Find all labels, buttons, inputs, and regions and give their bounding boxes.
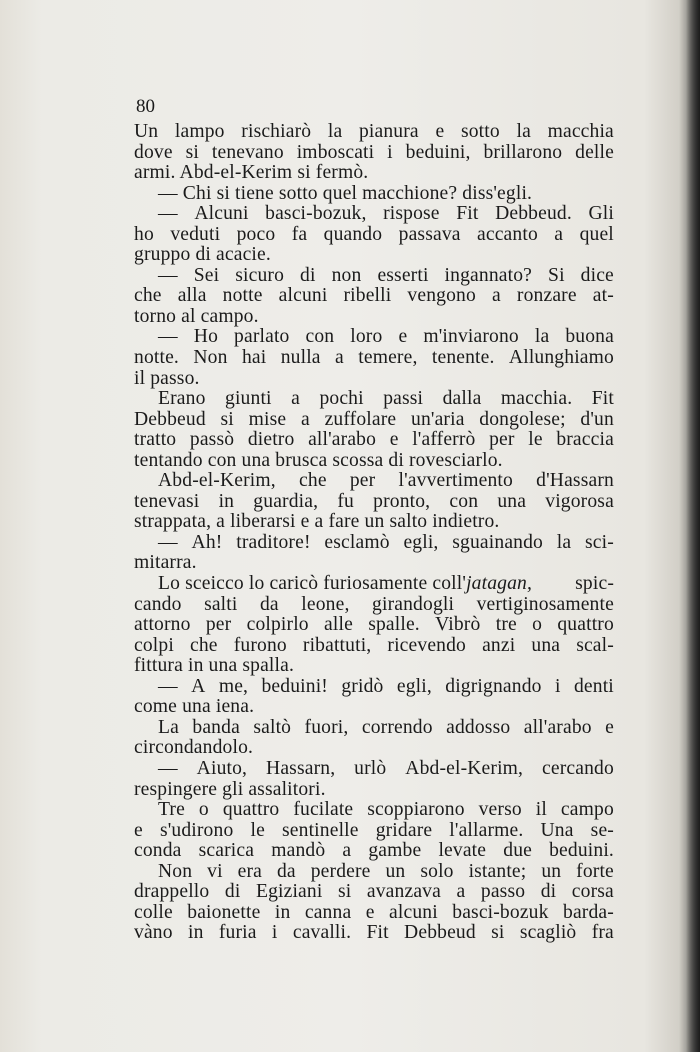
word: le (528, 429, 543, 451)
word: d'un (580, 408, 614, 430)
word: tenevano (211, 141, 284, 163)
word: esserti (377, 264, 429, 286)
text-segment: strappata, a liberarsi e a fare un salto indietro. (134, 511, 500, 533)
word: e (389, 429, 399, 451)
word: quando (323, 223, 383, 245)
word: parlato (234, 326, 290, 348)
word: — (158, 757, 178, 779)
word: levate (438, 840, 487, 862)
word: alcuni (389, 901, 438, 923)
word: scal- (576, 634, 614, 656)
word: avanzava (366, 881, 441, 903)
text-segment: gruppo di acacie. (134, 244, 271, 266)
word: Tre (158, 799, 185, 821)
word: conda (134, 840, 182, 862)
word: imboscati (296, 141, 375, 163)
word: sguainando (452, 531, 544, 553)
word: dice (580, 264, 614, 286)
word: si (337, 881, 352, 903)
text-line (134, 738, 614, 759)
word: Abd-el-Kerim, (158, 470, 276, 492)
text-line (134, 574, 614, 595)
word: leone, (301, 593, 350, 615)
word: una (531, 634, 561, 656)
word: corsa (571, 881, 614, 903)
word: notte. (134, 347, 179, 369)
text-line (134, 512, 614, 533)
word: passi (383, 388, 424, 410)
word: anzi (482, 634, 516, 656)
word: d'Hassarn (536, 470, 614, 492)
word: notte (222, 285, 263, 307)
word: girandogli (372, 593, 455, 615)
word: la (516, 121, 531, 142)
word: non (331, 264, 362, 286)
word: macchia (547, 121, 614, 142)
word: scarica (198, 840, 255, 862)
text-segment: tentando con una brusca scossa di rovesciarlo. (134, 449, 503, 471)
text-segment: come una iena. (134, 696, 255, 718)
word: canna (304, 901, 352, 923)
text-segment: armi. Abd-el-Kerim si fermò. (134, 162, 369, 184)
word: Gli (588, 203, 614, 225)
word: rispose (383, 203, 440, 225)
word: giunti (225, 388, 272, 410)
word: a (300, 408, 310, 430)
word: si (491, 922, 505, 944)
text-line (134, 327, 614, 348)
word: in (218, 490, 235, 512)
word: mandò (271, 840, 326, 862)
word: Erano (158, 388, 206, 410)
text-segment: spic- (570, 573, 614, 595)
word: Aiuto, (196, 757, 248, 779)
text-line (134, 780, 614, 801)
word: di (300, 264, 316, 286)
word: sentinelle (282, 819, 359, 841)
word: i (554, 675, 561, 697)
word: basci-bozuk (452, 901, 549, 923)
word: ribelli (343, 285, 392, 307)
word: Sei (193, 264, 220, 286)
text-line (134, 656, 614, 677)
word: salti (204, 593, 238, 615)
word: la (327, 121, 343, 142)
word: se- (590, 819, 614, 841)
text-line (134, 553, 614, 574)
word: alcuni (278, 285, 328, 307)
word: hai (241, 347, 267, 369)
word: a (335, 347, 344, 369)
word: per (489, 429, 515, 451)
word: gambe (368, 840, 422, 862)
word: attorno (134, 614, 191, 636)
text-line (134, 862, 614, 883)
word: Allunghiamo (508, 347, 614, 369)
word: di (540, 881, 557, 903)
word: gridò (341, 675, 384, 697)
word: cando (134, 593, 182, 615)
word: passo (480, 881, 526, 903)
word: Abd-el-Kerim, (405, 757, 524, 779)
text-line (134, 533, 614, 554)
text-line (134, 882, 614, 903)
word: me, (218, 675, 249, 697)
word: cercando (542, 757, 614, 779)
text-line (134, 615, 614, 636)
word: beduini, (405, 141, 471, 163)
word: sci- (585, 531, 614, 553)
text-line (134, 184, 614, 205)
word: scoppiarono (367, 799, 465, 821)
text-line (134, 225, 614, 246)
text-segment: fittura in una spalla. (134, 655, 295, 677)
word: cavalli. (292, 922, 352, 944)
word: e (398, 326, 408, 348)
word: brillarono (483, 141, 563, 163)
text-line (134, 492, 614, 513)
text-line (134, 410, 614, 431)
text-line (134, 430, 614, 451)
word: vigorosa (545, 490, 614, 512)
word: nulla (280, 347, 321, 369)
word: si (220, 408, 234, 430)
word: Un (134, 121, 159, 142)
word: vàno (134, 922, 173, 944)
text-line (134, 369, 614, 390)
word: tre (495, 614, 517, 636)
word: un'aria (411, 408, 465, 430)
word: Fit (456, 203, 479, 225)
word: ho (134, 223, 154, 245)
word: per (349, 470, 376, 492)
word: passò (189, 429, 235, 451)
word: all'arabo (523, 716, 592, 738)
word: pochi (319, 388, 364, 410)
word: ricevendo (387, 634, 467, 656)
word: addosso (446, 716, 511, 738)
word: una (497, 490, 527, 512)
word: Debbeud (134, 408, 206, 430)
word: le (250, 819, 265, 841)
word: tratto (134, 429, 177, 451)
word: a (342, 840, 352, 862)
text-line (134, 451, 614, 472)
word: zuffolare (324, 408, 397, 430)
word: temere, (358, 347, 418, 369)
word: veduti (170, 223, 221, 245)
word: che (299, 470, 327, 492)
word: — (158, 326, 178, 348)
text-line (134, 122, 614, 143)
text-group (158, 574, 532, 595)
word: urlò (354, 757, 387, 779)
word: delle (575, 141, 614, 163)
word: Hassarn, (266, 757, 336, 779)
word: due (503, 840, 532, 862)
word: in (274, 901, 291, 923)
word: fra (591, 922, 614, 944)
text-line (134, 759, 614, 780)
word: accanto (477, 223, 538, 245)
text-segment: circondandolo. (134, 737, 254, 759)
word: loro (350, 326, 383, 348)
word: drappello (134, 881, 210, 903)
word: fucilate (293, 799, 354, 821)
text-line (134, 348, 614, 369)
word: un (385, 860, 406, 882)
word: vengono (407, 285, 476, 307)
italic-word: jatagan, (466, 573, 533, 595)
word: passava (398, 223, 461, 245)
word: Non (193, 347, 228, 369)
word: Egiziani (255, 881, 323, 903)
word: colle (134, 901, 173, 923)
word: pronto, (373, 490, 431, 512)
word: che (190, 634, 218, 656)
text-line (134, 595, 614, 616)
text-line (134, 821, 614, 842)
word: banda (192, 716, 240, 738)
word: a (492, 285, 501, 307)
word: per (205, 614, 232, 636)
word: l'allarme. (449, 819, 524, 841)
word: Non (158, 860, 193, 882)
word: ingannato? (444, 264, 533, 286)
word: l'afferrò (412, 429, 476, 451)
text-segment: — Chi si tiene sotto quel macchione? diss'egli. (158, 182, 533, 204)
word: ronzare (516, 285, 577, 307)
word: fu (337, 490, 354, 512)
word: A (191, 675, 206, 697)
word: la (556, 531, 572, 553)
word: quattro (557, 614, 614, 636)
word: digrignando (445, 675, 542, 697)
word: macchia. (500, 388, 573, 410)
word: o (198, 799, 209, 821)
word: a (456, 881, 466, 903)
word: l'avvertimento (398, 470, 513, 492)
word: alla (177, 285, 207, 307)
word: campo (560, 799, 614, 821)
word: Vibrò (435, 614, 481, 636)
word: barda- (563, 901, 614, 923)
word: quattro (222, 799, 280, 821)
word: Ah! (191, 531, 223, 553)
word: ribattuti, (302, 634, 372, 656)
word: Alcuni (194, 203, 249, 225)
word: il (535, 799, 547, 821)
word: fa (291, 223, 308, 245)
word: in (188, 922, 204, 944)
word: vertiginosamente (476, 593, 614, 615)
body-text (134, 122, 614, 944)
page-edge-shadow (686, 0, 700, 1052)
word: esclamò (324, 531, 390, 553)
word: o (532, 614, 543, 636)
word: Ho (193, 326, 219, 348)
word: quel (579, 223, 614, 245)
word: lampo (174, 121, 225, 142)
text-segment: mitarra. (134, 552, 197, 574)
word: pianura (358, 121, 419, 142)
word: i (271, 922, 278, 944)
word: Fit (366, 922, 389, 944)
word: poco (236, 223, 276, 245)
word: Debbeud (404, 922, 476, 944)
word: spalle. (368, 614, 420, 636)
word: baionette (187, 901, 261, 923)
word: fuori, (304, 716, 349, 738)
word: i (387, 141, 393, 163)
word: solo (420, 860, 454, 882)
text-line (134, 697, 614, 718)
text-line (134, 903, 614, 924)
word: colpirlo (246, 614, 309, 636)
word: m'inviarono (423, 326, 519, 348)
word: denti (573, 675, 614, 697)
word: da (259, 593, 279, 615)
word: basci-bozuk, (265, 203, 367, 225)
text-line (134, 245, 614, 266)
word: Si (548, 264, 565, 286)
word: rischiarò (241, 121, 312, 142)
text-line (134, 307, 614, 328)
text-line (134, 286, 614, 307)
text-line (134, 923, 614, 944)
word: beduini! (261, 675, 328, 697)
word: e (134, 819, 143, 841)
word: buona (565, 326, 614, 348)
text-line (134, 471, 614, 492)
word: correndo (361, 716, 433, 738)
word: un (541, 860, 562, 882)
word: dietro (247, 429, 295, 451)
word: verso (478, 799, 522, 821)
word: all'arabo (308, 429, 377, 451)
word: beduini. (549, 840, 614, 862)
word: perdere (310, 860, 371, 882)
word: scagliò (519, 922, 577, 944)
word: s'udirono (159, 819, 234, 841)
text-line (134, 677, 614, 698)
text-line (134, 204, 614, 225)
page-number: 80 (136, 96, 155, 117)
word: di (224, 881, 241, 903)
word: tenevasi (134, 490, 200, 512)
word: Fit (591, 388, 614, 410)
word: dongolese; (479, 408, 566, 430)
word: che (134, 285, 162, 307)
text-line (134, 718, 614, 739)
word: traditore! (236, 531, 311, 553)
word: egli, (396, 675, 432, 697)
word: Debbeud. (495, 203, 572, 225)
word: istante; (468, 860, 527, 882)
word: sotto (460, 121, 500, 142)
word: braccia (556, 429, 614, 451)
word: colpi (134, 634, 174, 656)
word: furia (218, 922, 257, 944)
word: furono (233, 634, 287, 656)
word: — (158, 675, 178, 697)
word: la (534, 326, 550, 348)
text-line (134, 800, 614, 821)
word: La (158, 716, 179, 738)
text-line (134, 266, 614, 287)
word: da (276, 860, 296, 882)
word: si (185, 141, 199, 163)
word: con (305, 326, 335, 348)
word: dove (134, 141, 173, 163)
word: saltò (253, 716, 292, 738)
word: mise (248, 408, 287, 430)
word: e (605, 716, 614, 738)
word: a (291, 388, 300, 410)
word: a (554, 223, 564, 245)
word: sicuro (235, 264, 285, 286)
text-line (134, 163, 614, 184)
text-line (134, 636, 614, 657)
word: forte (576, 860, 614, 882)
text-line (134, 389, 614, 410)
word: at- (592, 285, 614, 307)
text-segment: respingere gli assalitori. (134, 778, 326, 800)
text-line (134, 841, 614, 862)
word: tenente. (431, 347, 495, 369)
word: gridare (375, 819, 433, 841)
word: era (237, 860, 263, 882)
word: e (365, 901, 375, 923)
word: Una (540, 819, 574, 841)
word: — (158, 531, 178, 553)
word: con (449, 490, 479, 512)
text-segment: Lo sceicco lo caricò furiosamente coll' (158, 573, 467, 595)
word: — (158, 264, 178, 286)
word: alle (324, 614, 353, 636)
text-segment: torno al campo. (134, 305, 259, 327)
word: dalla (442, 388, 482, 410)
word: e (435, 121, 445, 142)
word: egli, (403, 531, 439, 553)
text-line (134, 143, 614, 164)
text-segment: il passo. (134, 367, 200, 389)
word: vi (207, 860, 223, 882)
word: guardia, (253, 490, 319, 512)
word: — (158, 203, 178, 225)
